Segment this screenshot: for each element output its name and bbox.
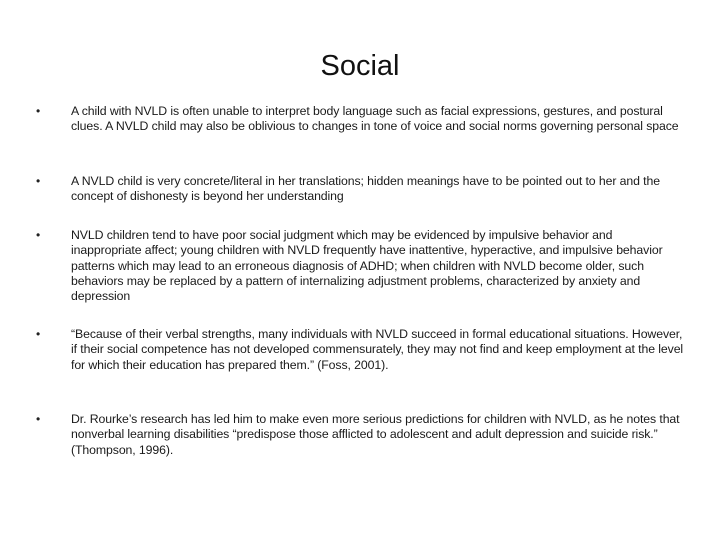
bullet-text: A child with NVLD is often unable to interpret body language such as facial expressions, gestures, and postural clues. A NVLD child may also be oblivious to changes in tone of voice and social norms governing personal space <box>71 104 679 134</box>
bullet-text: A NVLD child is very concrete/literal in her translations; hidden meanings have to be pointed out to her and the concept of dishonesty is beyond her understanding <box>71 174 660 204</box>
bullet-text: “Because of their verbal strengths, many individuals with NVLD succeed in formal educational situations. However, if their social competence has not developed commensurately, they may not find and keep employment at the level for which their education has prepared them.” (Foss, 2001). <box>71 327 684 372</box>
bullet-text: NVLD children tend to have poor social judgment which may be evidenced by impulsive behavior and inappropriate affect; young children with NVLD frequently have inattentive, hyperactive, and impulsive behavior patterns which may lead to an erroneous diagnosis of ADHD; when children with NVLD become older, such behaviors may be replaced by a pattern of internalizing adjustment problems, characterized by anxiety and depression <box>71 228 663 304</box>
bullet-dot-icon: • <box>36 104 41 118</box>
bullet-dot-icon: • <box>36 412 41 426</box>
bullet-dot-icon: • <box>36 327 41 341</box>
bullet-dot-icon: • <box>36 174 41 188</box>
bullet-dot-icon: • <box>36 228 41 242</box>
slide-title: Social <box>320 50 400 82</box>
bullet-text: Dr. Rourke’s research has led him to make even more serious predictions for children with NVLD, as he notes that nonverbal learning disabilities “predispose those afflicted to adolescent and adult depression and suicide risk.” (Thompson, 1996). <box>71 412 680 457</box>
